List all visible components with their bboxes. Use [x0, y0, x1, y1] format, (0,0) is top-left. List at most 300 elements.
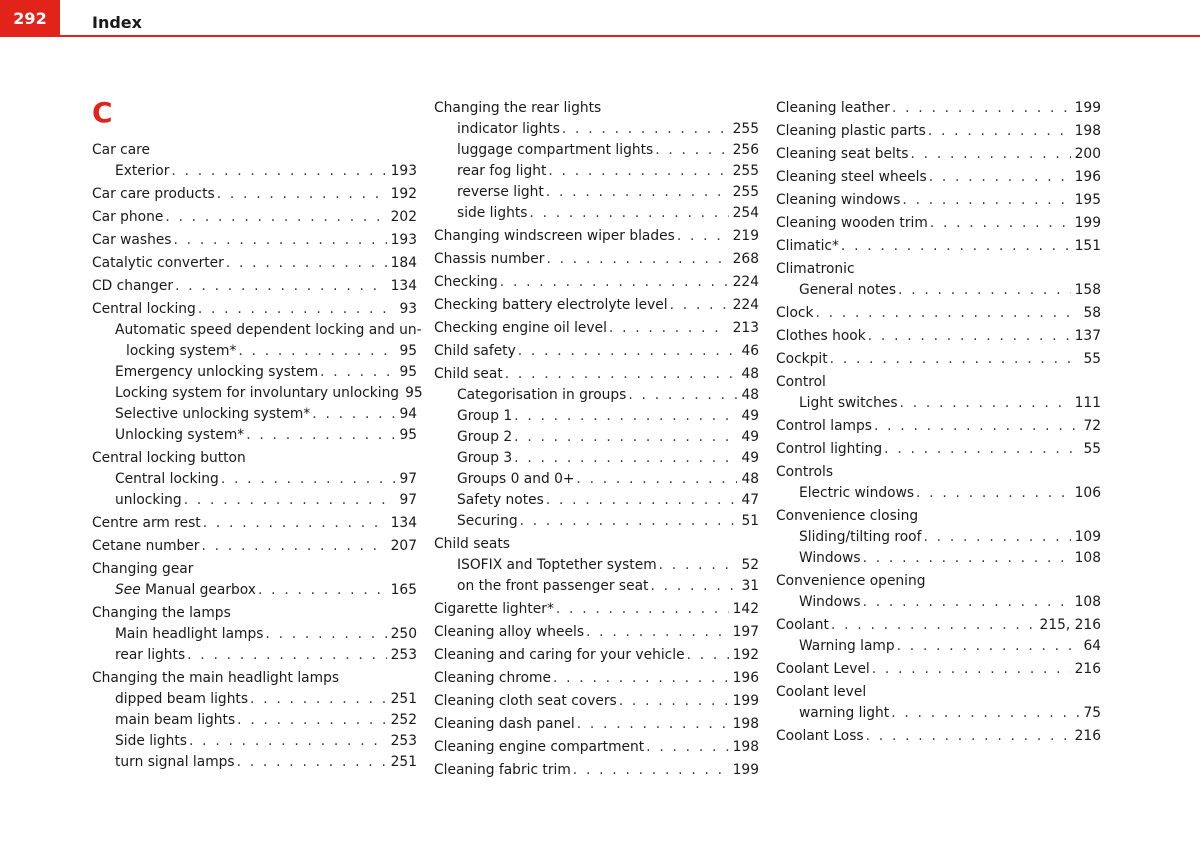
index-entry — [92, 207, 417, 228]
index-entry — [434, 599, 759, 620]
index-term-text: Catalytic converter — [92, 255, 224, 271]
page-reference: 192 — [732, 647, 759, 663]
index-term — [776, 326, 868, 347]
page-reference: 255 — [732, 121, 759, 137]
index-term — [92, 230, 174, 251]
index-term — [434, 272, 500, 293]
index-term-text: Automatic speed dependent locking and un- — [115, 322, 422, 338]
index-term — [799, 592, 863, 613]
index-term — [126, 341, 238, 362]
page-reference: 207 — [390, 538, 417, 554]
index-entry — [434, 511, 759, 532]
index-term-text: Group 2 — [457, 429, 513, 445]
index-term — [457, 427, 514, 448]
index-term-text: Child seat — [434, 366, 503, 382]
index-term — [457, 555, 659, 576]
dot-leader — [514, 406, 737, 427]
index-term — [457, 490, 546, 511]
index-term-text: Cetane number — [92, 538, 200, 554]
page-reference: 75 — [1083, 705, 1101, 721]
index-column-2 — [434, 98, 759, 783]
index-term — [776, 374, 828, 390]
dot-leader — [520, 511, 738, 532]
index-entry — [92, 536, 417, 557]
index-term — [115, 490, 184, 511]
index-entry — [434, 406, 759, 427]
index-term-text: Cleaning engine compartment — [434, 739, 645, 755]
index-term — [434, 622, 586, 643]
page-reference: 268 — [732, 251, 759, 267]
index-entry — [92, 731, 417, 752]
index-term-text: Child safety — [434, 343, 516, 359]
dot-leader — [677, 226, 729, 247]
page-reference: 48 — [741, 366, 759, 382]
index-term-text: Cleaning alloy wheels — [434, 624, 585, 640]
dot-leader — [514, 448, 737, 469]
index-term-text: Changing gear — [92, 561, 194, 577]
index-term-text: Group 3 — [457, 450, 513, 466]
dot-leader — [929, 167, 1071, 188]
index-entry — [434, 226, 759, 247]
index-entry — [434, 140, 759, 161]
dot-leader — [505, 364, 738, 385]
dot-leader — [892, 98, 1071, 119]
index-term-text: Changing the rear lights — [434, 100, 602, 116]
index-term — [115, 425, 246, 446]
dot-leader — [576, 469, 737, 490]
index-term-text: Electric windows — [799, 485, 915, 501]
dot-leader — [238, 341, 395, 362]
index-term — [776, 121, 928, 142]
index-term — [92, 605, 233, 621]
page-reference: 224 — [732, 274, 759, 290]
index-entry — [434, 98, 759, 119]
page-reference: 224 — [732, 297, 759, 313]
dot-leader — [529, 203, 728, 224]
page-reference: 72 — [1083, 418, 1101, 434]
index-term-text: Coolant level — [776, 684, 867, 700]
index-entry — [776, 527, 1101, 548]
page-reference: 199 — [732, 693, 759, 709]
index-term — [92, 513, 203, 534]
index-entry — [434, 668, 759, 689]
index-entry — [434, 691, 759, 712]
index-term-text: Central locking — [92, 301, 196, 317]
page-reference: 196 — [1074, 169, 1101, 185]
index-term-text: Clock — [776, 305, 814, 321]
page-reference: 49 — [741, 450, 759, 466]
dot-leader — [250, 689, 387, 710]
page-reference: 49 — [741, 429, 759, 445]
index-term-text: Main headlight lamps — [115, 626, 264, 642]
dot-leader — [184, 490, 396, 511]
index-term-text: Categorisation in groups — [457, 387, 627, 403]
index-term-text: ISOFIX and Toptether system — [457, 557, 657, 573]
index-term-text: Control — [776, 374, 826, 390]
dot-leader — [891, 703, 1079, 724]
index-term-text: Securing — [457, 513, 518, 529]
page-reference: 216 — [1074, 661, 1101, 677]
index-term — [776, 349, 830, 370]
index-term — [457, 119, 562, 140]
index-entry — [776, 682, 1101, 703]
dot-leader — [246, 425, 395, 446]
index-entry — [434, 295, 759, 316]
index-term-text: Cleaning and caring for your vehicle — [434, 647, 685, 663]
index-term — [115, 362, 320, 383]
index-term — [434, 760, 573, 781]
index-entry — [776, 326, 1101, 347]
index-entry — [92, 299, 417, 320]
index-term-text: rear lights — [115, 647, 186, 663]
index-term — [776, 439, 884, 460]
index-term — [92, 142, 152, 158]
dot-leader — [619, 691, 729, 712]
index-term-text: Chassis number — [434, 251, 545, 267]
page-reference: 94 — [399, 406, 417, 422]
index-term — [457, 406, 514, 427]
dot-leader — [237, 710, 387, 731]
index-term — [92, 253, 226, 274]
index-term-text: on the front passenger seat — [457, 578, 649, 594]
index-term — [434, 318, 609, 339]
page-reference: 199 — [1074, 215, 1101, 231]
index-entry — [92, 425, 417, 446]
index-term — [434, 100, 603, 116]
index-entry — [434, 576, 759, 597]
index-term-text: warning light — [799, 705, 890, 721]
dot-leader — [312, 404, 395, 425]
page-reference: 196 — [732, 670, 759, 686]
index-term-text: turn signal lamps — [115, 754, 235, 770]
page-reference: 111 — [1074, 395, 1101, 411]
index-term — [434, 714, 577, 735]
index-term-text: Locking system for involuntary unlocking — [115, 385, 400, 401]
index-term-text: Car care — [92, 142, 151, 158]
index-entry — [434, 161, 759, 182]
page-reference: 213 — [732, 320, 759, 336]
dot-leader — [221, 469, 396, 490]
index-term-text: locking system* — [126, 343, 237, 359]
page-reference: 108 — [1074, 594, 1101, 610]
index-term-text: Centre arm rest — [92, 515, 201, 531]
index-term — [457, 385, 628, 406]
dot-leader — [863, 592, 1071, 613]
index-term — [434, 364, 505, 385]
index-entry — [776, 167, 1101, 188]
index-entry — [776, 280, 1101, 301]
index-term — [92, 536, 201, 557]
dot-leader — [320, 362, 395, 383]
index-term-text: Changing the main headlight lamps — [92, 670, 340, 686]
index-term — [115, 404, 312, 425]
index-entry — [92, 645, 417, 666]
index-term — [115, 710, 237, 731]
page-reference: 134 — [390, 278, 417, 294]
dot-leader — [573, 760, 729, 781]
index-term — [799, 483, 916, 504]
index-entry — [434, 203, 759, 224]
index-entry — [92, 559, 417, 580]
index-term-text: Checking engine oil level — [434, 320, 607, 336]
index-entry — [434, 622, 759, 643]
page-reference: 52 — [741, 557, 759, 573]
index-term — [434, 645, 687, 666]
index-term — [776, 213, 930, 234]
index-entry — [776, 506, 1101, 527]
page-reference: 95 — [405, 385, 423, 401]
index-term-text: Coolant Loss — [776, 728, 864, 744]
page-reference: 151 — [1074, 238, 1101, 254]
index-entry — [434, 737, 759, 758]
index-entry — [776, 548, 1101, 569]
index-entry — [776, 439, 1101, 460]
index-term — [457, 576, 650, 597]
dot-leader — [830, 349, 1080, 370]
index-term-text: Changing the lamps — [92, 605, 231, 621]
dot-leader — [174, 230, 387, 251]
index-entry — [776, 393, 1101, 414]
dot-leader — [609, 318, 729, 339]
index-entry — [776, 636, 1101, 657]
index-entry — [776, 462, 1101, 483]
index-term — [434, 249, 546, 270]
index-term — [776, 236, 841, 257]
page-reference: 197 — [732, 624, 759, 640]
index-term-text: Windows — [799, 550, 861, 566]
index-term-text: Groups 0 and 0+ — [457, 471, 575, 487]
index-entry — [776, 121, 1101, 142]
index-entry — [92, 448, 417, 469]
dot-leader — [189, 731, 387, 752]
index-entry — [776, 416, 1101, 437]
page-reference: 251 — [390, 754, 417, 770]
index-entry — [92, 689, 417, 710]
index-term-text: Car phone — [92, 209, 164, 225]
dot-leader — [923, 527, 1070, 548]
index-entry — [92, 230, 417, 251]
index-term — [776, 659, 872, 680]
header-rule — [0, 35, 1200, 37]
index-term — [92, 299, 198, 320]
index-entry — [92, 752, 417, 773]
index-term — [115, 752, 237, 773]
index-entry — [434, 364, 759, 385]
index-entry — [434, 490, 759, 511]
index-entry — [434, 469, 759, 490]
dot-leader — [902, 190, 1070, 211]
dot-leader — [872, 659, 1071, 680]
index-term — [457, 140, 655, 161]
index-term-text: Control lighting — [776, 441, 883, 457]
page-reference: 165 — [390, 582, 417, 598]
dot-leader — [198, 299, 396, 320]
index-entry — [434, 249, 759, 270]
page-reference: 192 — [390, 186, 417, 202]
index-entry — [92, 320, 422, 341]
index-entry — [92, 383, 423, 404]
index-term — [776, 190, 902, 211]
page-reference: 193 — [390, 163, 417, 179]
index-term-text: Changing windscreen wiper blades — [434, 228, 675, 244]
index-term — [115, 383, 401, 404]
index-term-text: Car washes — [92, 232, 172, 248]
dot-leader — [863, 548, 1071, 569]
index-entry — [92, 710, 417, 731]
index-term — [115, 322, 424, 338]
page-reference: 251 — [390, 691, 417, 707]
index-entry — [776, 571, 1101, 592]
page-reference: 97 — [399, 492, 417, 508]
index-term-text: Checking battery electrolyte level — [434, 297, 668, 313]
index-entry — [776, 144, 1101, 165]
index-entry — [776, 236, 1101, 257]
index-entry — [92, 469, 417, 490]
index-term — [92, 450, 248, 466]
index-column-3 — [776, 98, 1101, 749]
index-entry — [776, 349, 1101, 370]
page-reference: 199 — [732, 762, 759, 778]
index-term-text: Control lamps — [776, 418, 872, 434]
dot-leader — [217, 184, 387, 205]
index-term — [115, 624, 265, 645]
index-entry — [92, 404, 417, 425]
index-entry — [434, 555, 759, 576]
page-reference: 109 — [1074, 529, 1101, 545]
index-column-1 — [92, 94, 423, 775]
index-term-text: Selective unlocking system* — [115, 406, 311, 422]
index-term — [457, 448, 514, 469]
index-term — [434, 599, 556, 620]
index-term — [115, 469, 221, 490]
page-reference: 253 — [390, 733, 417, 749]
index-entry — [434, 341, 759, 362]
index-term — [776, 261, 857, 277]
page-reference: 97 — [399, 471, 417, 487]
page-reference: 46 — [741, 343, 759, 359]
page-reference: 95 — [399, 364, 417, 380]
index-term — [434, 668, 553, 689]
index-term-text: Child seats — [434, 536, 510, 552]
index-term — [115, 689, 250, 710]
index-entry — [776, 703, 1101, 724]
index-term — [92, 561, 195, 577]
dot-leader — [841, 236, 1071, 257]
index-term-text: Safety notes — [457, 492, 544, 508]
page-reference: 47 — [741, 492, 759, 508]
index-term — [776, 726, 866, 747]
page-reference: 31 — [741, 578, 759, 594]
index-term-text: rear fog light — [457, 163, 547, 179]
index-term-text: luggage compartment lights — [457, 142, 654, 158]
dot-leader — [226, 253, 387, 274]
index-term — [776, 684, 868, 700]
index-entry — [92, 580, 417, 601]
dot-leader — [203, 513, 387, 534]
index-term-text: Sliding/tilting roof — [799, 529, 922, 545]
dot-leader — [898, 280, 1071, 301]
index-entry — [92, 140, 417, 161]
index-term-text: indicator lights — [457, 121, 560, 137]
index-term — [457, 182, 546, 203]
page-reference: 254 — [732, 205, 759, 221]
index-entry — [92, 624, 417, 645]
index-term-text: Cleaning dash panel — [434, 716, 575, 732]
index-term-text: Cleaning cloth seat covers — [434, 693, 617, 709]
index-entry — [434, 318, 759, 339]
dot-leader — [670, 295, 729, 316]
index-term — [434, 536, 512, 552]
dot-leader — [556, 599, 729, 620]
dot-leader — [646, 737, 728, 758]
page-reference: 64 — [1083, 638, 1101, 654]
index-term — [776, 573, 928, 589]
index-entry — [776, 259, 1101, 280]
dot-leader — [897, 636, 1080, 657]
index-term — [776, 144, 910, 165]
dot-leader — [874, 416, 1080, 437]
page-reference: 198 — [732, 716, 759, 732]
index-term-text: Manual gearbox — [145, 582, 256, 598]
page-reference: 255 — [732, 184, 759, 200]
index-term — [92, 276, 175, 297]
dot-leader — [258, 580, 387, 601]
index-entry — [434, 182, 759, 203]
index-term-text: CD changer — [92, 278, 174, 294]
dot-leader — [165, 207, 386, 228]
index-term-text: Clothes hook — [776, 328, 866, 344]
index-term-text: Cleaning wooden trim — [776, 215, 928, 231]
index-term — [92, 670, 341, 686]
dot-leader — [546, 249, 728, 270]
dot-leader — [514, 427, 737, 448]
page-reference: 55 — [1083, 441, 1101, 457]
dot-leader — [562, 119, 729, 140]
index-term-text: Side lights — [115, 733, 187, 749]
index-entry — [776, 592, 1101, 613]
index-entry — [776, 190, 1101, 211]
index-term-text: Cleaning windows — [776, 192, 901, 208]
dot-leader — [201, 536, 386, 557]
dot-leader — [237, 752, 387, 773]
index-term — [115, 580, 258, 601]
index-entry — [92, 668, 417, 689]
index-term-text: Cleaning fabric trim — [434, 762, 571, 778]
page-reference: 93 — [399, 301, 417, 317]
index-term-text: side lights — [457, 205, 528, 221]
page-reference: 137 — [1074, 328, 1101, 344]
dot-leader — [928, 121, 1071, 142]
page-reference: 106 — [1074, 485, 1101, 501]
dot-leader — [815, 303, 1079, 324]
index-term-text: Cockpit — [776, 351, 828, 367]
dot-leader — [916, 483, 1071, 504]
page-reference: 252 — [390, 712, 417, 728]
dot-leader — [655, 140, 728, 161]
index-term — [434, 737, 646, 758]
index-term — [115, 731, 189, 752]
dot-leader — [265, 624, 386, 645]
index-entry — [776, 213, 1101, 234]
page-title: Index — [92, 13, 142, 32]
index-entry — [434, 119, 759, 140]
page-reference: 48 — [741, 387, 759, 403]
dot-leader — [884, 439, 1079, 460]
index-term — [776, 508, 920, 524]
dot-leader — [659, 555, 738, 576]
index-entry — [776, 483, 1101, 504]
index-term-text: main beam lights — [115, 712, 236, 728]
